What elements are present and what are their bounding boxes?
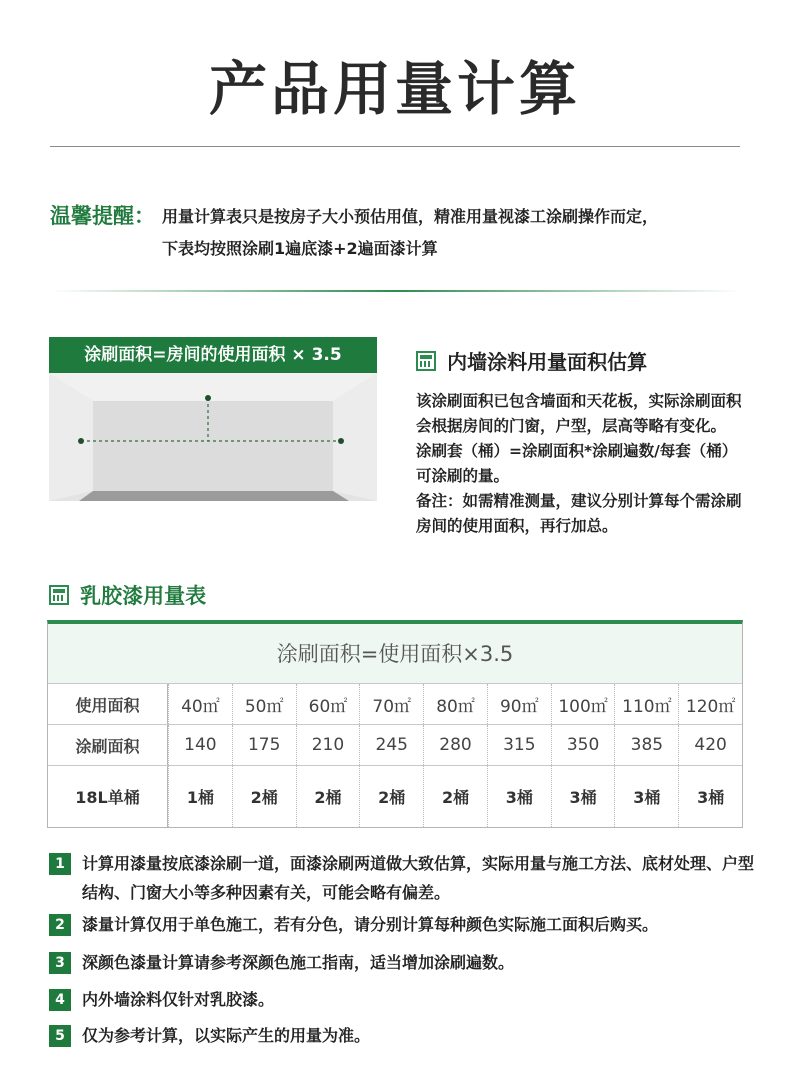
table-cell: 315	[487, 725, 551, 765]
note-text: 深颜色漆量计算请参考深颜色施工指南，适当增加涂刷遍数。	[82, 953, 515, 972]
note-number-badge: 1	[49, 853, 71, 875]
table-cell: 2桶	[296, 766, 360, 827]
note-number-badge: 2	[49, 914, 71, 936]
table-cell: 1桶	[168, 766, 232, 827]
row-label: 18L单桶	[48, 766, 168, 827]
wall-section-heading	[416, 346, 647, 375]
table-cell: 3桶	[614, 766, 678, 827]
room-illustration	[49, 373, 377, 501]
note-text: 仅为参考计算，以实际产生的用量为准。	[82, 1026, 371, 1045]
wall-paragraph: 涂刷套（桶）=涂刷面积*涂刷遍数/每套（桶）可涂刷的量。	[416, 442, 738, 485]
room-diagram	[49, 373, 377, 501]
note-text: 内外墙涂料仅针对乳胶漆。	[82, 990, 275, 1009]
table-cell: 3桶	[487, 766, 551, 827]
note-text: 计算用漆量按底漆涂刷一道，面漆涂刷两道做大致估算，实际用量与施工方法、底材处理、户型结构、门窗大小等多种因素有关，可能会略有偏差。	[82, 854, 755, 902]
tip-label: 温馨提醒：	[50, 204, 155, 228]
table-cell: 100㎡	[551, 684, 615, 724]
table-cell: 60㎡	[296, 684, 360, 724]
note-text: 漆量计算仅用于单色施工，若有分色，请分别计算每种颜色实际施工面积后购买。	[82, 915, 659, 934]
row-label: 使用面积	[48, 684, 168, 724]
row-label: 涂刷面积	[48, 725, 168, 765]
table-cell: 80㎡	[423, 684, 487, 724]
table-cell: 50㎡	[232, 684, 296, 724]
table-cell: 2桶	[232, 766, 296, 827]
note-number-badge: 4	[49, 989, 71, 1011]
wall-section-title: 内墙涂料用量面积估算	[447, 350, 648, 374]
wall-section-body	[416, 389, 746, 539]
table-row	[48, 684, 742, 725]
table-row	[48, 725, 742, 766]
latex-section-title: 乳胶漆用量表	[80, 584, 207, 608]
table-cell: 70㎡	[359, 684, 423, 724]
wall-paragraph: 备注：如需精准测量，建议分别计算每个需涂刷房间的使用面积，再行加总。	[416, 492, 742, 535]
note-number-badge: 5	[49, 1025, 71, 1047]
table-cell: 385	[614, 725, 678, 765]
latex-section-heading	[49, 580, 206, 610]
table-cell: 350	[551, 725, 615, 765]
wall-paragraph: 该涂刷面积已包含墙面和天花板，实际涂刷面积会根据房间的门窗，户型，层高等略有变化。	[416, 392, 742, 435]
table-cell: 2桶	[359, 766, 423, 827]
section-divider	[50, 290, 740, 292]
table-cell: 280	[423, 725, 487, 765]
tip-line-2: 下表均按照涂刷1遍底漆+2遍面漆计算	[162, 239, 438, 258]
table-icon	[416, 351, 436, 371]
table-cell: 175	[232, 725, 296, 765]
note-number-badge: 3	[49, 952, 71, 974]
formula-banner: 涂刷面积=房间的使用面积 × 3.5	[49, 337, 377, 373]
usage-table	[47, 620, 743, 828]
table-icon	[49, 585, 69, 605]
table-formula-header: 涂刷面积=使用面积×3.5	[48, 624, 742, 684]
table-cell: 210	[296, 725, 360, 765]
table-cell: 120㎡	[678, 684, 742, 724]
table-cell: 3桶	[678, 766, 742, 827]
tip-line-1: 用量计算表只是按房子大小预估用值，精准用量视漆工涂刷操作而定，	[162, 207, 659, 226]
table-cell: 245	[359, 725, 423, 765]
table-cell: 140	[168, 725, 232, 765]
table-cell: 110㎡	[614, 684, 678, 724]
table-row	[48, 766, 742, 827]
title-divider	[50, 146, 740, 147]
table-cell: 420	[678, 725, 742, 765]
table-cell: 40㎡	[168, 684, 232, 724]
page-title: 产品用量计算	[208, 55, 581, 123]
table-cell: 90㎡	[487, 684, 551, 724]
table-cell: 2桶	[423, 766, 487, 827]
table-cell: 3桶	[551, 766, 615, 827]
